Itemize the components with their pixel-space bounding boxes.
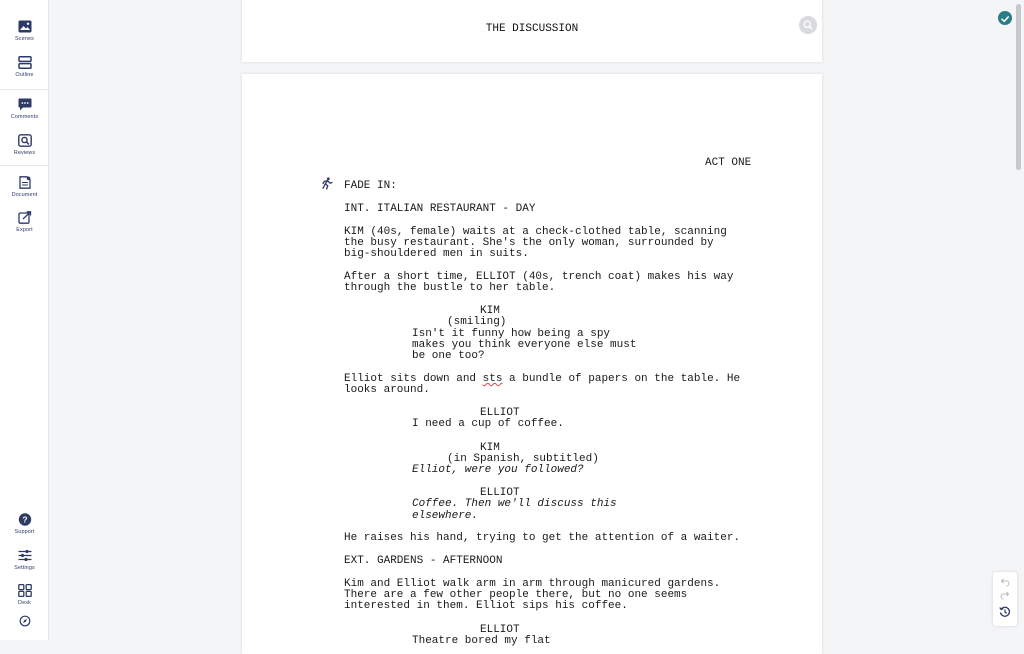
parenthetical[interactable]: (smiling)	[447, 316, 507, 328]
parenthetical[interactable]: (in Spanish, subtitled)	[447, 453, 599, 465]
scene-heading[interactable]: INT. ITALIAN RESTAURANT - DAY	[344, 203, 536, 215]
comment-icon	[18, 98, 32, 111]
action-text: Elliot sits down and	[344, 373, 483, 385]
sidebar	[0, 0, 49, 640]
sidebar-divider	[0, 165, 49, 166]
spelling-error[interactable]: sts	[482, 373, 503, 385]
dialogue-line[interactable]: Isn't it funny how being a spy	[412, 328, 611, 340]
sidebar-item-document[interactable]	[0, 176, 49, 198]
dialogue-line[interactable]: Theatre bored my flat	[412, 635, 551, 647]
history-panel	[993, 572, 1017, 626]
sidebar-item-label: Document	[11, 192, 38, 198]
action-line[interactable]: After a short time, ELLIOT (40s, trench coat) makes his way	[344, 271, 734, 283]
action-line[interactable]: big-shouldered men in suits.	[344, 248, 529, 260]
action-line[interactable]: through the bustle to her table.	[344, 282, 556, 294]
action-line[interactable]: Kim and Elliot walk arm in arm through manicured gardens.	[344, 578, 721, 590]
svg-text:?: ?	[21, 514, 28, 525]
action-line[interactable]: KIM (40s, female) waits at a check-clothed table, scanning	[344, 226, 727, 238]
scene-heading[interactable]: EXT. GARDENS - AFTERNOON	[344, 555, 503, 567]
action-text: a bundle of papers on the table. He	[502, 373, 741, 385]
sidebar-item-label: Reviews	[13, 150, 36, 156]
title-page	[242, 0, 822, 62]
sidebar-item-reviews[interactable]	[0, 134, 49, 156]
sidebar-divider	[0, 89, 49, 90]
compass-icon	[19, 615, 31, 627]
dialogue-line[interactable]: elsewhere.	[412, 510, 479, 522]
dialogue-line[interactable]: Coffee. Then we'll discuss this	[412, 498, 617, 510]
sidebar-item-label: Desk	[18, 600, 31, 606]
action-line[interactable]: looks around.	[344, 384, 430, 396]
character-name[interactable]: KIM	[480, 442, 500, 454]
save-status-badge[interactable]	[998, 11, 1012, 25]
transition-line[interactable]: FADE IN:	[344, 180, 397, 192]
character-name[interactable]: ELLIOT	[480, 624, 520, 636]
title-page-toggle-button[interactable]	[799, 16, 817, 34]
character-name[interactable]: ELLIOT	[480, 407, 520, 419]
sidebar-item-label: Export	[16, 227, 33, 233]
scrollbar-thumb[interactable]	[1016, 4, 1021, 170]
sidebar-item-desk[interactable]	[0, 584, 49, 606]
dialogue-line[interactable]: I need a cup of coffee.	[412, 418, 564, 430]
dialogue-line[interactable]: be one too?	[412, 350, 485, 362]
script-page[interactable]	[242, 74, 822, 654]
dialogue-line[interactable]: makes you think everyone else must	[412, 339, 637, 351]
help-icon	[18, 513, 32, 526]
document-icon	[18, 176, 32, 189]
sliders-icon	[18, 549, 32, 562]
sidebar-item-label: Scenes	[15, 36, 34, 42]
sidebar-item-comments[interactable]	[0, 98, 49, 120]
action-line[interactable]: the busy restaurant. She's the only woman, surrounded by	[344, 237, 714, 249]
sidebar-item-outline[interactable]	[0, 56, 49, 78]
search-icon	[799, 16, 817, 34]
page-title: THE DISCUSSION	[485, 23, 579, 35]
grid-icon	[18, 584, 32, 597]
review-icon	[18, 134, 32, 147]
sidebar-item-label: Comments	[10, 114, 39, 120]
dialogue-line[interactable]: Elliot, were you followed?	[412, 464, 584, 476]
action-line[interactable]: There are a few other people there, but no one seems	[344, 589, 688, 601]
check-icon	[998, 12, 1012, 26]
sidebar-item-label: Outline	[15, 72, 34, 78]
outline-icon	[18, 56, 32, 69]
history-icon[interactable]	[999, 606, 1011, 618]
sidebar-item-label: Settings	[14, 565, 35, 571]
sidebar-item-scenes[interactable]	[0, 20, 49, 42]
action-line[interactable]: He raises his hand, trying to get the attention of a waiter.	[344, 532, 741, 544]
sidebar-item-export[interactable]	[0, 211, 49, 233]
sidebar-item-support[interactable]	[0, 513, 49, 535]
redo-icon[interactable]	[1000, 591, 1010, 599]
sidebar-item-settings[interactable]	[0, 549, 49, 571]
act-heading: ACT ONE	[705, 157, 752, 169]
undo-icon[interactable]	[1000, 578, 1010, 586]
character-name[interactable]: ELLIOT	[480, 487, 520, 499]
running-figure-icon[interactable]	[320, 177, 333, 190]
sidebar-item-label: Support	[14, 529, 35, 535]
export-icon	[18, 211, 32, 224]
action-line[interactable]: interested in them. Elliot sips his coffee.	[344, 600, 628, 612]
character-name[interactable]: KIM	[480, 305, 500, 317]
image-icon	[18, 20, 32, 33]
compass-button[interactable]	[0, 615, 49, 627]
